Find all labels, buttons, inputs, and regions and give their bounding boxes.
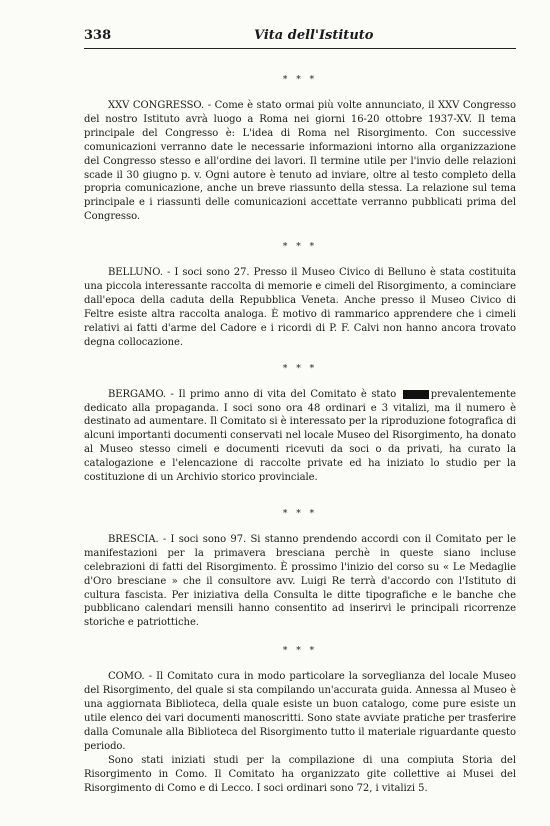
running-header — [84, 26, 516, 49]
section-text-continued: prevalentemente dedicato alla propaganda. I soci sono ora 48 ordinari e 3 vitalizi, ma il numero è destinato ad aumentare. Il Comitato si è interessato per la riproduzione fotografica di alcuni importanti documenti conservati nel locale Museo del Risorgimento, ha donato al Museo stesso cimeli e documenti ricevuti da soci o da privati, ha curato la catalogazione e l'elencazione di raccolte private ed ha iniziato lo studio per la costituzione di un Archivio storico provinciale. — [84, 388, 516, 484]
section-text: - Il Comitato cura in modo particolare la sorveglianza del locale Museo del Risorgimento, del quale si sta compilando un'accurata guida. Annessa al Museo è una aggiornata Biblioteca, della quale esiste un buon catalogo, come pure esiste un utile elenco dei vari documenti manoscritti. Sono state avviate pratiche per trasferire dalla Comunale alla Biblioteca del Risorgimento tutto il materiale riguardante questo periodo. — [84, 671, 516, 752]
section-como — [84, 670, 516, 753]
section-place: BELLUNO. — [108, 267, 163, 279]
section-text: - Il primo anno di vita del Comitato è stato — [166, 388, 401, 400]
section-bergamo — [84, 388, 516, 485]
section-text: - Come è stato ormai più volte annunciato, il XXV Congresso del nostro Istituto avrà luogo a Roma nei giorni 16-20 ottobre 1937-XV. Il tema principale del Congresso è: L'idea di Roma nel Risorgimento. Con successive comunicazioni verranno date le necessarie informazioni intorno alla organizzazione del Congresso stesso e all'ordine dei lavori. Il termine utile per l'invio delle relazioni scade il 30 giugno p. v. Ogni autore è tenuto ad inviare, oltre al testo completo della propria comunicazione, anche un breve riassunto della stessa. La relazione sul tema principale e i riassunti delle comunicazioni accettate verranno pubblicati prima del Congresso. — [84, 100, 516, 223]
document-page — [84, 26, 516, 795]
section-belluno — [84, 266, 516, 349]
section-separator: * * * — [282, 646, 318, 657]
section-separator: * * * — [282, 75, 318, 85]
section-place: BERGAMO. — [108, 388, 167, 400]
running-title: Vita dell'Istituto — [254, 28, 374, 43]
section-place: XXV CONGRESSO. — [108, 100, 205, 111]
section-place: BRESCIA. — [108, 533, 159, 545]
section-brescia — [84, 533, 516, 630]
section-text: - I soci sono 97. Si stanno prendendo accordi con il Comitato per le manifestazioni per la primavera bresciana perchè in queste siano incluse celebrazioni di fatti del Risorgimento. È prossimo l'inizio del corso su « Le Medaglie d'Oro bresciane » che il consultore avv. Luigi Re terrà d'accordo con l'Istituto di cultura fascista. Per iniziativa della Consulta le ditte tipografiche e le banche che pubblicano calendari mensili hanno consentito ad inserirvi le principali ricorrenze storiche e patriottiche. — [84, 533, 516, 629]
section-como-paragraph-2: Sono stati iniziati studi per la compilazione di una compiuta Storia del Risorgimento in Como. Il Comitato ha organizzato gite collettive ai Musei del Risorgimento di Como e di Lecco. I soci ordinari sono 72, i vitalizi 5. — [84, 754, 516, 794]
section-separator: * * * — [282, 242, 318, 253]
section-separator: * * * — [282, 508, 318, 519]
page-number: 338 — [84, 28, 112, 43]
section-congresso — [84, 99, 516, 224]
section-text: - I soci sono 27. Presso il Museo Civico di Belluno è stata costituita una piccola interessante raccolta di memorie e cimeli del Risorgimento, a cominciare dall'epoca della caduta della Repubblica Veneta. Anche presso il Museo Civico di Feltre esiste altra raccolta analoga. È motivo di rammarico apprendere che i cimeli relativi ai fatti d'arme del Cadore e i ricordi di P. F. Calvi non hanno ancora trovato degna collocazione. — [84, 267, 516, 348]
ink-blot-mark — [403, 390, 429, 399]
section-place: COMO. — [108, 671, 145, 683]
section-separator: * * * — [282, 363, 318, 374]
